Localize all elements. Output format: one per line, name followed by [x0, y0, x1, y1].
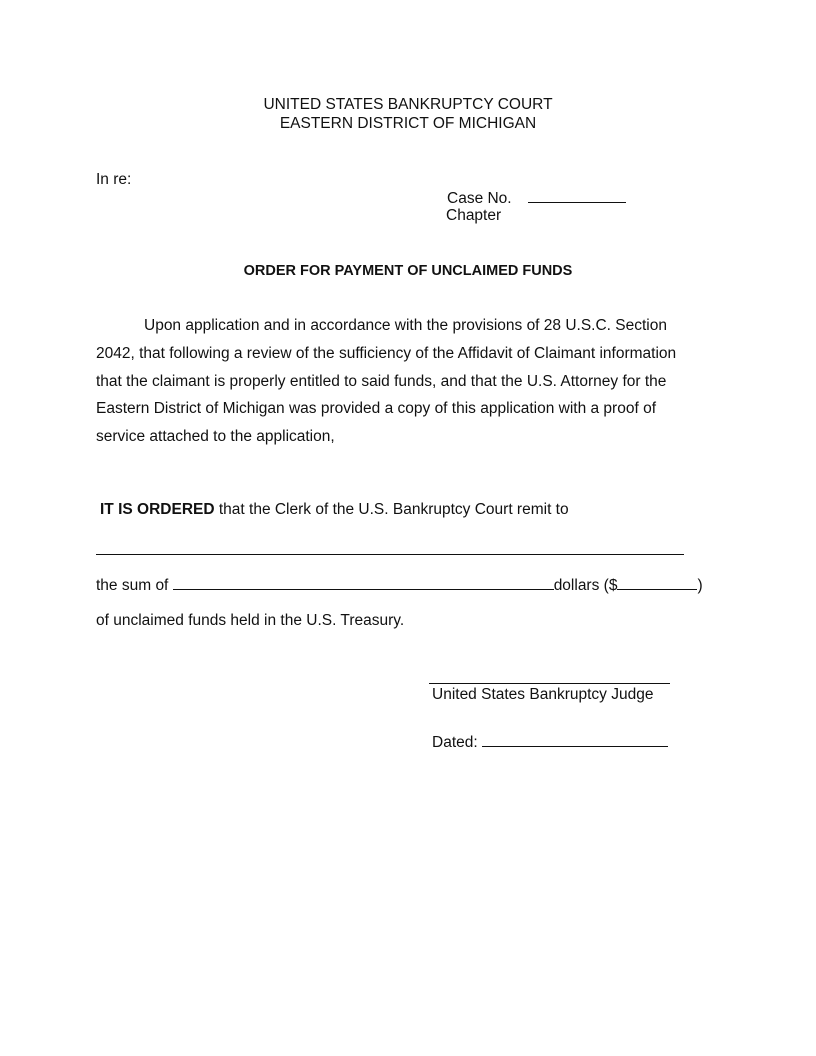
in-re-label: In re: [96, 171, 132, 188]
body-line: Eastern District of Michigan was provided a copy of this application with a proof of [96, 400, 656, 417]
dated-label: Dated: [432, 734, 482, 751]
order-lead: IT IS ORDERED [100, 501, 215, 518]
sum-label: the sum of [96, 577, 173, 594]
sum-words-blank[interactable] [173, 575, 554, 590]
body-line: Upon application and in accordance with the provisions of 28 U.S.C. Section [144, 317, 667, 334]
court-name: UNITED STATES BANKRUPTCY COURT [263, 96, 553, 113]
closing-text: of unclaimed funds held in the U.S. Treasury. [96, 612, 405, 629]
order-statement [100, 501, 569, 519]
close-paren: ) [697, 577, 703, 594]
judge-signature-line[interactable] [429, 683, 670, 684]
judge-label: United States Bankruptcy Judge [432, 686, 654, 703]
document-title: ORDER FOR PAYMENT OF UNCLAIMED FUNDS [243, 263, 573, 279]
chapter-label: Chapter [446, 207, 502, 224]
case-number-field[interactable] [447, 188, 626, 208]
date-blank[interactable] [482, 732, 668, 747]
dollars-label: dollars ($ [553, 577, 618, 594]
district-name: EASTERN DISTRICT OF MICHIGAN [279, 115, 537, 132]
sum-amount-blank[interactable] [617, 575, 697, 590]
payee-blank[interactable] [96, 554, 684, 555]
case-no-label: Case No. [447, 190, 512, 207]
body-line: 2042, that following a review of the sufficiency of the Affidavit of Claimant information [96, 345, 677, 362]
body-line: that the claimant is properly entitled to said funds, and that the U.S. Attorney for the [96, 373, 667, 390]
dated-field [432, 732, 668, 752]
body-line: service attached to the application, [96, 428, 335, 445]
case-no-blank[interactable] [528, 188, 626, 203]
sum-line [96, 575, 703, 595]
order-text: that the Clerk of the U.S. Bankruptcy Court remit to [214, 501, 569, 518]
